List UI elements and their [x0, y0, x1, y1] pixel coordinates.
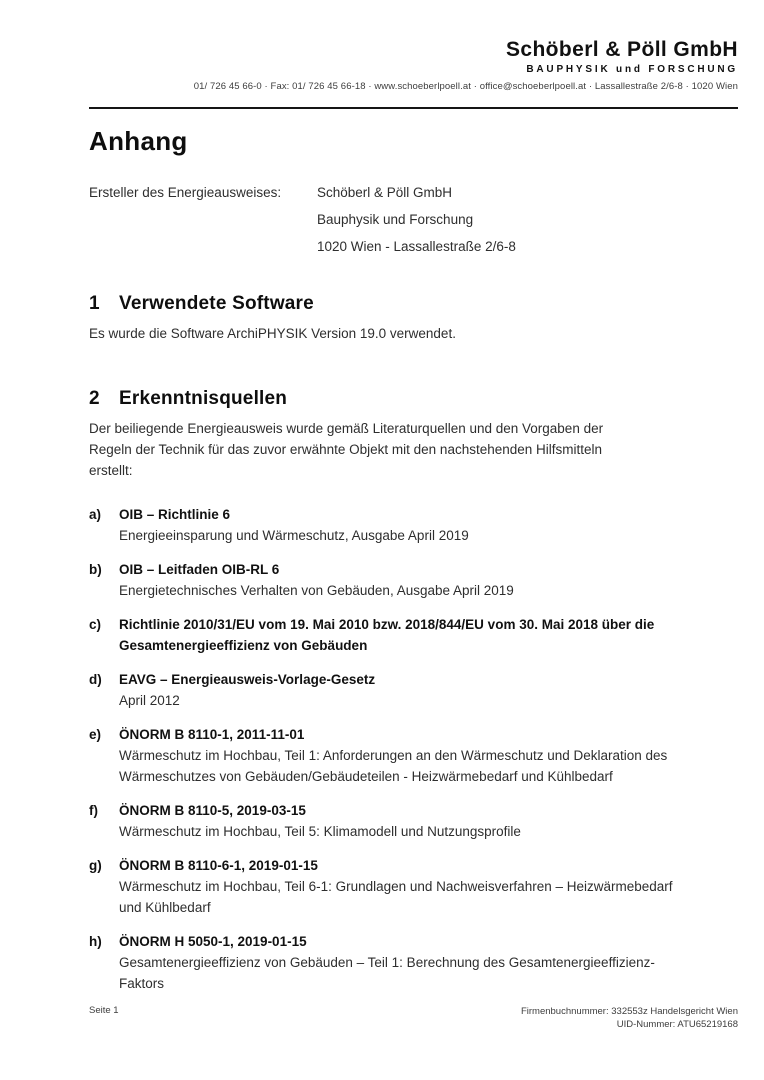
reference-letter: a) [89, 507, 102, 522]
section-number: 2 [89, 388, 100, 409]
reference-title: OIB – Richtlinie 6 [119, 507, 231, 522]
section-sources-body: Der beiliegende Energieausweis wurde gemäß Literaturquellen und den Vorgaben der Regeln der Technik für das zuvor erwähnte Objekt mit den nachstehenden Hilfsmitteln erstellt: [89, 421, 604, 478]
reference-content [119, 800, 521, 842]
reference-letter: d) [89, 672, 102, 687]
creator-block [89, 185, 738, 254]
reference-content [119, 931, 679, 994]
reference-title: ÖNORM H 5050-1, 2019-01-15 [119, 934, 307, 949]
reference-title: ÖNORM B 8110-6-1, 2019-01-15 [119, 858, 318, 873]
reference-title: Richtlinie 2010/31/EU vom 19. Mai 2010 bzw. 2018/844/EU vom 30. Mai 2018 über die Gesamtenergieeffizienz von Gebäuden [119, 617, 655, 653]
footer-company-info [521, 1005, 738, 1031]
reference-description: April 2012 [119, 693, 180, 708]
reference-letter: g) [89, 858, 102, 873]
reference-description: Wärmeschutz im Hochbau, Teil 5: Klimamodell und Nutzungsprofile [119, 824, 521, 839]
reference-item-h [89, 931, 738, 994]
reference-content [119, 559, 514, 601]
reference-list [89, 504, 738, 994]
section-sources-heading [89, 388, 738, 410]
creator-address: 1020 Wien - Lassallestraße 2/6-8 [317, 239, 516, 254]
reference-item-d [89, 669, 738, 711]
reference-letter: c) [89, 617, 102, 632]
section-software [89, 293, 738, 344]
reference-title: EAVG – Energieausweis-Vorlage-Gesetz [119, 672, 376, 687]
reference-title: OIB – Leitfaden OIB-RL 6 [119, 562, 280, 577]
letterhead [89, 0, 738, 92]
reference-letter: e) [89, 727, 102, 742]
page-title: Anhang [89, 126, 188, 156]
reference-item-b [89, 559, 738, 601]
reference-title: ÖNORM B 8110-5, 2019-03-15 [119, 803, 306, 818]
section-heading-text: Verwendete Software [119, 293, 314, 314]
reference-letter: b) [89, 562, 102, 577]
page-number: Seite 1 [89, 1005, 119, 1016]
reference-description: Energieeinsparung und Wärmeschutz, Ausgabe April 2019 [119, 528, 469, 543]
company-register-number: Firmenbuchnummer: 332553z Handelsgericht Wien [520, 1006, 738, 1017]
reference-content [119, 724, 679, 787]
company-subtitle: BAUPHYSIK und FORSCHUNG [526, 64, 738, 75]
section-software-heading [89, 293, 738, 315]
section-number: 1 [89, 293, 100, 314]
section-software-body: Es wurde die Software ArchiPHYSIK Version 19.0 verwendet. [89, 326, 456, 341]
reference-content [119, 669, 375, 711]
reference-letter: f) [89, 803, 98, 818]
reference-description: Gesamtenergieeffizienz von Gebäuden – Teil 1: Berechnung des Gesamtenergieeffizienz-Faktors [119, 955, 655, 991]
reference-item-g [89, 855, 738, 918]
header-divider [89, 107, 738, 109]
creator-values [317, 185, 516, 254]
vat-number: UID-Nummer: ATU65219168 [616, 1019, 738, 1030]
contact-line: 01/ 726 45 66-0 · Fax: 01/ 726 45 66-18 · www.schoeberlpoell.at · office@schoeberlpoell.at · Lassallestraße 2/6-8 · 1020 Wien [193, 81, 738, 92]
reference-item-c [89, 614, 738, 656]
reference-description: Wärmeschutz im Hochbau, Teil 6-1: Grundlagen und Nachweisverfahren – Heizwärmebedarf und Kühlbedarf [119, 879, 673, 915]
reference-description: Wärmeschutz im Hochbau, Teil 1: Anforderungen an den Wärmeschutz und Deklaration des Wärmeschutzes von Gebäuden/Gebäudeteilen - Heizwärmebedarf und Kühlbedarf [119, 748, 668, 784]
reference-content [119, 855, 679, 918]
creator-company: Schöberl & Pöll GmbH [317, 185, 453, 200]
reference-content [119, 504, 469, 546]
creator-label: Ersteller des Energieausweises: [89, 185, 282, 200]
reference-item-e [89, 724, 738, 787]
creator-division: Bauphysik und Forschung [317, 212, 474, 227]
section-heading-text: Erkenntnisquellen [119, 388, 288, 409]
reference-title: ÖNORM B 8110-1, 2011-11-01 [119, 727, 305, 742]
reference-item-a [89, 504, 738, 546]
reference-item-f [89, 800, 738, 842]
section-sources [89, 388, 738, 994]
reference-description: Energietechnisches Verhalten von Gebäuden, Ausgabe April 2019 [119, 583, 514, 598]
reference-content [119, 614, 679, 656]
company-name: Schöberl & Pöll GmbH [505, 38, 738, 61]
reference-letter: h) [89, 934, 102, 949]
page-footer [89, 1005, 738, 1031]
